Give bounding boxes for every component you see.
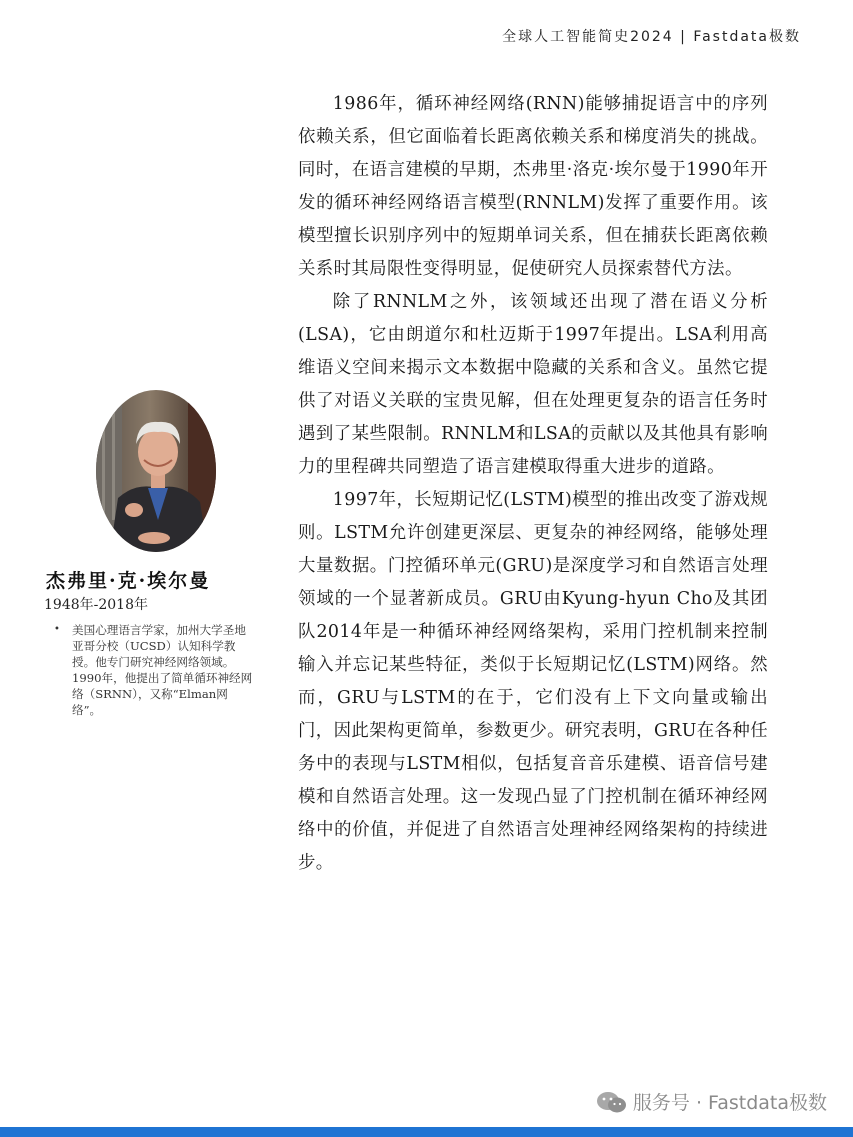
- bullet-icon: •: [54, 624, 60, 635]
- portrait-photo: [96, 390, 216, 552]
- bio-list-item: [54, 622, 254, 718]
- wechat-icon: [595, 1090, 629, 1114]
- portrait-illustration: [96, 390, 216, 552]
- person-years: 1948年-2018年: [44, 597, 148, 613]
- article-body: [298, 88, 768, 880]
- bottom-accent-bar: [0, 1127, 853, 1137]
- article-paragraph-3: 1997年，长短期记忆(LSTM)模型的推出改变了游戏规则。LSTM允许创建更深层、更复杂的神经网络，能够处理大量数据。门控循环单元(GRU)是深度学习和自然语言处理领域的一个显著新成员。GRU由Kyung-hyun Cho及其团队2014年是一种循环神经网络架构，采用门控机制来控制输入并忘记某些特征，类似于长短期记忆(LSTM)网络。然而，GRU与LSTM的在于，它们没有上下文向量或输出门，因此架构更简单，参数更少。研究表明，GRU在各种任务中的表现与LSTM相似，包括复音音乐建模、语音信号建模和自然语言处理。这一发现凸显了门控机制在循环神经网络中的价值，并促进了自然语言处理神经网络架构的持续进步。: [298, 490, 768, 873]
- bio-list: [54, 622, 254, 718]
- bio-text: 美国心理语言学家，加州大学圣地亚哥分校（UCSD）认知科学教授。他专门研究神经网络领域。1990年，他提出了简单循环神经网络（SRNN），又称“Elman网络”。: [72, 623, 253, 717]
- article-paragraph-2: 除了RNNLM之外，该领域还出现了潜在语义分析(LSA)，它由朗道尔和杜迈斯于1997年提出。LSA利用高维语义空间来揭示文本数据中隐藏的关系和含义。虽然它提供了对语义关联的宝贵见解，但在处理更复杂的语言任务时遇到了某些限制。RNNLM和LSA的贡献以及其他具有影响力的里程碑共同塑造了语言建模取得重大进步的道路。: [298, 292, 768, 477]
- watermark: [595, 1088, 827, 1115]
- watermark-text: 服务号 · Fastdata极数: [632, 1092, 827, 1114]
- person-name: 杰弗里·克·埃尔曼: [46, 570, 211, 592]
- article-paragraph-1: 1986年，循环神经网络(RNN)能够捕捉语言中的序列依赖关系，但它面临着长距离依赖关系和梯度消失的挑战。同时，在语言建模的早期，杰弗里·洛克·埃尔曼于1990年开发的循环神经网络语言模型(RNNLM)发挥了重要作用。该模型擅长识别序列中的短期单词关系，但在捕获长距离依赖关系时其局限性变得明显，促使研究人员探索替代方法。: [298, 94, 768, 279]
- page-header-title: 全球人工智能简史2024 | Fastdata极数: [502, 29, 801, 45]
